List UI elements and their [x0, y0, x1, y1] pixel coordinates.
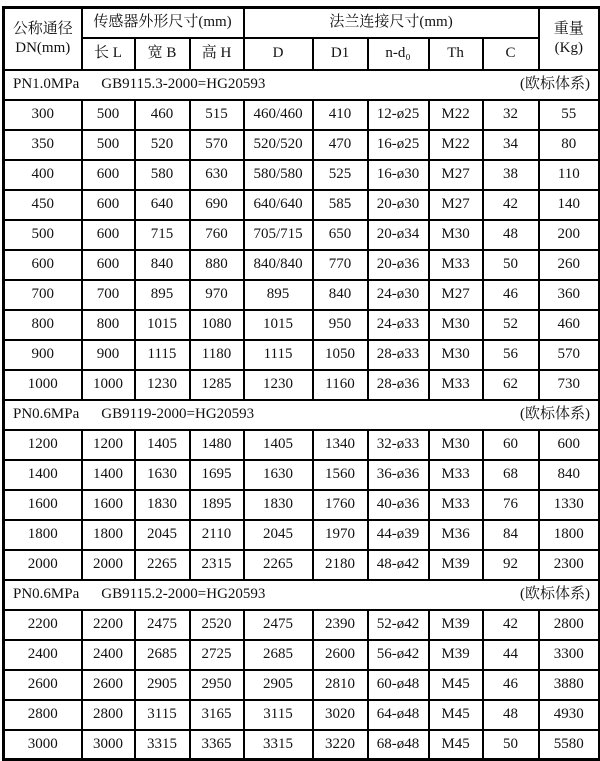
table-cell: 42 — [483, 190, 539, 220]
table-row — [4, 430, 600, 460]
table-cell: 300 — [4, 100, 82, 130]
table-cell: 570 — [539, 340, 600, 370]
table-cell: 1015 — [244, 310, 313, 340]
table-cell: 3365 — [190, 730, 244, 760]
table-cell: 52-ø42 — [368, 610, 429, 640]
header-th: Th — [429, 38, 483, 70]
table-cell: 760 — [190, 220, 244, 250]
table-cell: 3300 — [539, 640, 600, 670]
table-cell: 60 — [483, 430, 539, 460]
table-row — [4, 550, 600, 580]
table-cell: 5580 — [539, 730, 600, 760]
table-cell: 690 — [190, 190, 244, 220]
table-cell: 40-ø36 — [368, 490, 429, 520]
section-standard-system-note: (欧标体系) — [520, 75, 591, 92]
table-cell: M27 — [429, 280, 483, 310]
table-row — [4, 520, 600, 550]
table-cell: M39 — [429, 550, 483, 580]
table-cell: 705/715 — [244, 220, 313, 250]
dimension-spec-table — [2, 6, 600, 761]
table-cell: 600 — [82, 190, 135, 220]
section-standard-system-note: (欧标体系) — [520, 585, 591, 602]
table-cell: 840 — [539, 460, 600, 490]
table-cell: 48-ø42 — [368, 550, 429, 580]
table-cell: 3000 — [4, 730, 82, 760]
table-cell: 2685 — [135, 640, 190, 670]
table-row — [4, 730, 600, 760]
table-cell: 1695 — [190, 460, 244, 490]
table-row — [4, 340, 600, 370]
table-cell: 1830 — [135, 490, 190, 520]
table-cell: 460/460 — [244, 100, 313, 130]
table-cell: 600 — [4, 250, 82, 280]
table-cell: 1115 — [244, 340, 313, 370]
table-cell: M27 — [429, 160, 483, 190]
table-cell: 28-ø33 — [368, 340, 429, 370]
table-cell: 970 — [190, 280, 244, 310]
table-cell: 50 — [483, 730, 539, 760]
table-cell: M30 — [429, 220, 483, 250]
table-cell: 1760 — [313, 490, 368, 520]
table-cell: 1405 — [135, 430, 190, 460]
table-cell: M33 — [429, 460, 483, 490]
table-cell: 140 — [539, 190, 600, 220]
table-cell: 68-ø48 — [368, 730, 429, 760]
table-cell: 1560 — [313, 460, 368, 490]
table-cell: 500 — [82, 100, 135, 130]
table-cell: 900 — [4, 340, 82, 370]
table-cell: 840/840 — [244, 250, 313, 280]
section-cell — [4, 580, 600, 610]
table-cell: 16-ø25 — [368, 130, 429, 160]
table-cell: 500 — [82, 130, 135, 160]
table-cell: M33 — [429, 490, 483, 520]
table-cell: 1230 — [244, 370, 313, 400]
table-cell: 2400 — [4, 640, 82, 670]
table-cell: 200 — [539, 220, 600, 250]
section-standard-code: GB9119-2000=HG20593 — [101, 405, 255, 422]
header-nominal-diameter-unit: DN(mm) — [15, 39, 71, 56]
table-cell: 56 — [483, 340, 539, 370]
header-d: D — [244, 38, 313, 70]
table-cell: 44-ø39 — [368, 520, 429, 550]
table-cell: 700 — [82, 280, 135, 310]
table-cell: 1080 — [190, 310, 244, 340]
table-cell: M22 — [429, 130, 483, 160]
table-cell: 2045 — [244, 520, 313, 550]
table-cell: 32-ø33 — [368, 430, 429, 460]
table-cell: 44 — [483, 640, 539, 670]
table-cell: 1000 — [4, 370, 82, 400]
table-cell: 600 — [82, 220, 135, 250]
table-cell: 260 — [539, 250, 600, 280]
table-cell: 515 — [190, 100, 244, 130]
table-cell: 1830 — [244, 490, 313, 520]
table-cell: 730 — [539, 370, 600, 400]
table-row — [4, 280, 600, 310]
table-cell: 2600 — [4, 670, 82, 700]
table-cell: 2520 — [190, 610, 244, 640]
table-header — [4, 8, 600, 70]
table-cell: 20-ø30 — [368, 190, 429, 220]
table-cell: 2000 — [4, 550, 82, 580]
header-weight — [539, 8, 600, 70]
table-cell: 600 — [82, 160, 135, 190]
table-row — [4, 160, 600, 190]
table-cell: M45 — [429, 730, 483, 760]
table-cell: 76 — [483, 490, 539, 520]
table-cell: 1230 — [135, 370, 190, 400]
table-cell: 32 — [483, 100, 539, 130]
table-cell: 62 — [483, 370, 539, 400]
table-cell: 2180 — [313, 550, 368, 580]
section-row — [4, 580, 600, 610]
table-cell: 28-ø36 — [368, 370, 429, 400]
table-cell: 2685 — [244, 640, 313, 670]
table-cell: 1050 — [313, 340, 368, 370]
table-cell: 2800 — [82, 700, 135, 730]
table-cell: 2810 — [313, 670, 368, 700]
table-cell: 55 — [539, 100, 600, 130]
section-pressure-rating: PN1.0MPa — [13, 75, 80, 92]
table-cell: 2315 — [190, 550, 244, 580]
table-cell: M39 — [429, 640, 483, 670]
table-cell: 460 — [135, 100, 190, 130]
table-row — [4, 460, 600, 490]
table-cell: 2905 — [135, 670, 190, 700]
table-cell: 2390 — [313, 610, 368, 640]
table-cell: 1630 — [135, 460, 190, 490]
table-cell: 20-ø34 — [368, 220, 429, 250]
table-cell: 715 — [135, 220, 190, 250]
table-cell: 84 — [483, 520, 539, 550]
table-cell: M33 — [429, 250, 483, 280]
header-weight-cn: 重量 — [553, 20, 584, 37]
header-length-l: 长 L — [82, 38, 135, 70]
table-row — [4, 670, 600, 700]
table-cell: 2045 — [135, 520, 190, 550]
header-width-b: 宽 B — [135, 38, 190, 70]
table-cell: 520/520 — [244, 130, 313, 160]
table-cell: 570 — [190, 130, 244, 160]
table-cell: 1015 — [135, 310, 190, 340]
table-cell: 3880 — [539, 670, 600, 700]
table-cell: 895 — [135, 280, 190, 310]
table-cell: 2265 — [135, 550, 190, 580]
table-cell: 630 — [190, 160, 244, 190]
table-row — [4, 100, 600, 130]
table-cell: 410 — [313, 100, 368, 130]
table-body — [4, 70, 600, 760]
table-cell: 1180 — [190, 340, 244, 370]
table-cell: 500 — [4, 220, 82, 250]
table-cell: 1630 — [244, 460, 313, 490]
table-cell: 56-ø42 — [368, 640, 429, 670]
table-row — [4, 220, 600, 250]
section-standard-code: GB9115.2-2000=HG20593 — [101, 585, 266, 602]
table-cell: 3315 — [244, 730, 313, 760]
table-cell: 12-ø25 — [368, 100, 429, 130]
header-n-d0: n-d₀ — [368, 38, 429, 70]
table-cell: 2400 — [82, 640, 135, 670]
table-cell: 1200 — [4, 430, 82, 460]
header-nominal-diameter — [4, 8, 82, 70]
table-cell: 580/580 — [244, 160, 313, 190]
table-cell: 800 — [4, 310, 82, 340]
table-row — [4, 640, 600, 670]
table-cell: 42 — [483, 610, 539, 640]
table-cell: 2110 — [190, 520, 244, 550]
table-row — [4, 250, 600, 280]
section-row — [4, 70, 600, 100]
header-d1: D1 — [313, 38, 368, 70]
header-c: C — [483, 38, 539, 70]
header-sensor-dimensions-group: 传感器外形尺寸(mm) — [82, 8, 244, 38]
table-cell: 34 — [483, 130, 539, 160]
table-cell: 840 — [135, 250, 190, 280]
table-cell: 36-ø36 — [368, 460, 429, 490]
table-cell: M45 — [429, 700, 483, 730]
header-weight-unit: (Kg) — [554, 39, 583, 56]
table-cell: 1000 — [82, 370, 135, 400]
table-cell: 2475 — [135, 610, 190, 640]
section-pressure-rating: PN0.6MPa — [13, 405, 80, 422]
table-cell: 840 — [313, 280, 368, 310]
table-cell: 16-ø30 — [368, 160, 429, 190]
table-cell: M45 — [429, 670, 483, 700]
table-cell: 3115 — [135, 700, 190, 730]
table-cell: 48 — [483, 700, 539, 730]
section-cell — [4, 70, 600, 100]
section-row — [4, 400, 600, 430]
table-cell: 1405 — [244, 430, 313, 460]
table-cell: 1285 — [190, 370, 244, 400]
table-cell: 2200 — [4, 610, 82, 640]
table-cell: M30 — [429, 340, 483, 370]
table-cell: 2905 — [244, 670, 313, 700]
table-cell: M30 — [429, 310, 483, 340]
table-cell: 1160 — [313, 370, 368, 400]
table-cell: 360 — [539, 280, 600, 310]
table-cell: 60-ø48 — [368, 670, 429, 700]
table-cell: 1895 — [190, 490, 244, 520]
table-cell: M39 — [429, 610, 483, 640]
table-cell: 770 — [313, 250, 368, 280]
section-standard-code: GB9115.3-2000=HG20593 — [101, 75, 266, 92]
table-cell: 2475 — [244, 610, 313, 640]
table-row — [4, 130, 600, 160]
table-cell: 46 — [483, 670, 539, 700]
section-pressure-rating: PN0.6MPa — [13, 585, 80, 602]
table-row — [4, 190, 600, 220]
table-cell: 2200 — [82, 610, 135, 640]
table-cell: 600 — [539, 430, 600, 460]
table-cell: 2950 — [190, 670, 244, 700]
table-cell: 24-ø33 — [368, 310, 429, 340]
table-cell: 525 — [313, 160, 368, 190]
table-cell: 1800 — [82, 520, 135, 550]
table-cell: 640/640 — [244, 190, 313, 220]
table-cell: 1400 — [82, 460, 135, 490]
table-cell: 585 — [313, 190, 368, 220]
table-cell: 3220 — [313, 730, 368, 760]
table-cell: 3020 — [313, 700, 368, 730]
header-flange-connection-group: 法兰连接尺寸(mm) — [244, 8, 539, 38]
table-cell: 3000 — [82, 730, 135, 760]
table-cell: M33 — [429, 370, 483, 400]
table-cell: 1115 — [135, 340, 190, 370]
table-cell: 80 — [539, 130, 600, 160]
table-cell: 2265 — [244, 550, 313, 580]
table-cell: 110 — [539, 160, 600, 190]
table-row — [4, 490, 600, 520]
table-cell: 1400 — [4, 460, 82, 490]
table-cell: 50 — [483, 250, 539, 280]
table-cell: 460 — [539, 310, 600, 340]
table-cell: 52 — [483, 310, 539, 340]
table-cell: 2800 — [539, 610, 600, 640]
table-cell: 1330 — [539, 490, 600, 520]
table-cell: 1480 — [190, 430, 244, 460]
table-cell: 1800 — [539, 520, 600, 550]
table-cell: 895 — [244, 280, 313, 310]
table-cell: 46 — [483, 280, 539, 310]
table-cell: M22 — [429, 100, 483, 130]
table-cell: 900 — [82, 340, 135, 370]
table-cell: 520 — [135, 130, 190, 160]
table-cell: 800 — [82, 310, 135, 340]
table-row — [4, 370, 600, 400]
table-cell: 650 — [313, 220, 368, 250]
table-cell: 3115 — [244, 700, 313, 730]
table-cell: 3315 — [135, 730, 190, 760]
table-cell: 1200 — [82, 430, 135, 460]
table-cell: 4930 — [539, 700, 600, 730]
table-cell: 400 — [4, 160, 82, 190]
table-cell: 24-ø30 — [368, 280, 429, 310]
table-cell: 1340 — [313, 430, 368, 460]
header-height-h: 高 H — [190, 38, 244, 70]
table-cell: 68 — [483, 460, 539, 490]
table-cell: 1600 — [82, 490, 135, 520]
table-cell: 38 — [483, 160, 539, 190]
table-cell: 2800 — [4, 700, 82, 730]
table-cell: M36 — [429, 520, 483, 550]
table-row — [4, 610, 600, 640]
table-cell: 350 — [4, 130, 82, 160]
table-cell: 1600 — [4, 490, 82, 520]
table-cell: 1800 — [4, 520, 82, 550]
section-cell — [4, 400, 600, 430]
header-nominal-diameter-cn: 公称通径 — [12, 20, 73, 37]
table-row — [4, 310, 600, 340]
table-cell: 64-ø48 — [368, 700, 429, 730]
table-cell: 950 — [313, 310, 368, 340]
table-cell: M27 — [429, 190, 483, 220]
table-cell: 700 — [4, 280, 82, 310]
table-cell: 2600 — [82, 670, 135, 700]
table-cell: 600 — [82, 250, 135, 280]
table-cell: 1970 — [313, 520, 368, 550]
table-cell: 880 — [190, 250, 244, 280]
table-cell: 92 — [483, 550, 539, 580]
table-cell: 640 — [135, 190, 190, 220]
table-cell: 2300 — [539, 550, 600, 580]
table-cell: 2000 — [82, 550, 135, 580]
table-cell: 2600 — [313, 640, 368, 670]
table-cell: 2725 — [190, 640, 244, 670]
table-cell: 20-ø36 — [368, 250, 429, 280]
table-cell: 48 — [483, 220, 539, 250]
table-cell: M30 — [429, 430, 483, 460]
table-cell: 580 — [135, 160, 190, 190]
table-cell: 470 — [313, 130, 368, 160]
table-cell: 3165 — [190, 700, 244, 730]
section-standard-system-note: (欧标体系) — [520, 405, 591, 422]
table-cell: 450 — [4, 190, 82, 220]
table-row — [4, 700, 600, 730]
